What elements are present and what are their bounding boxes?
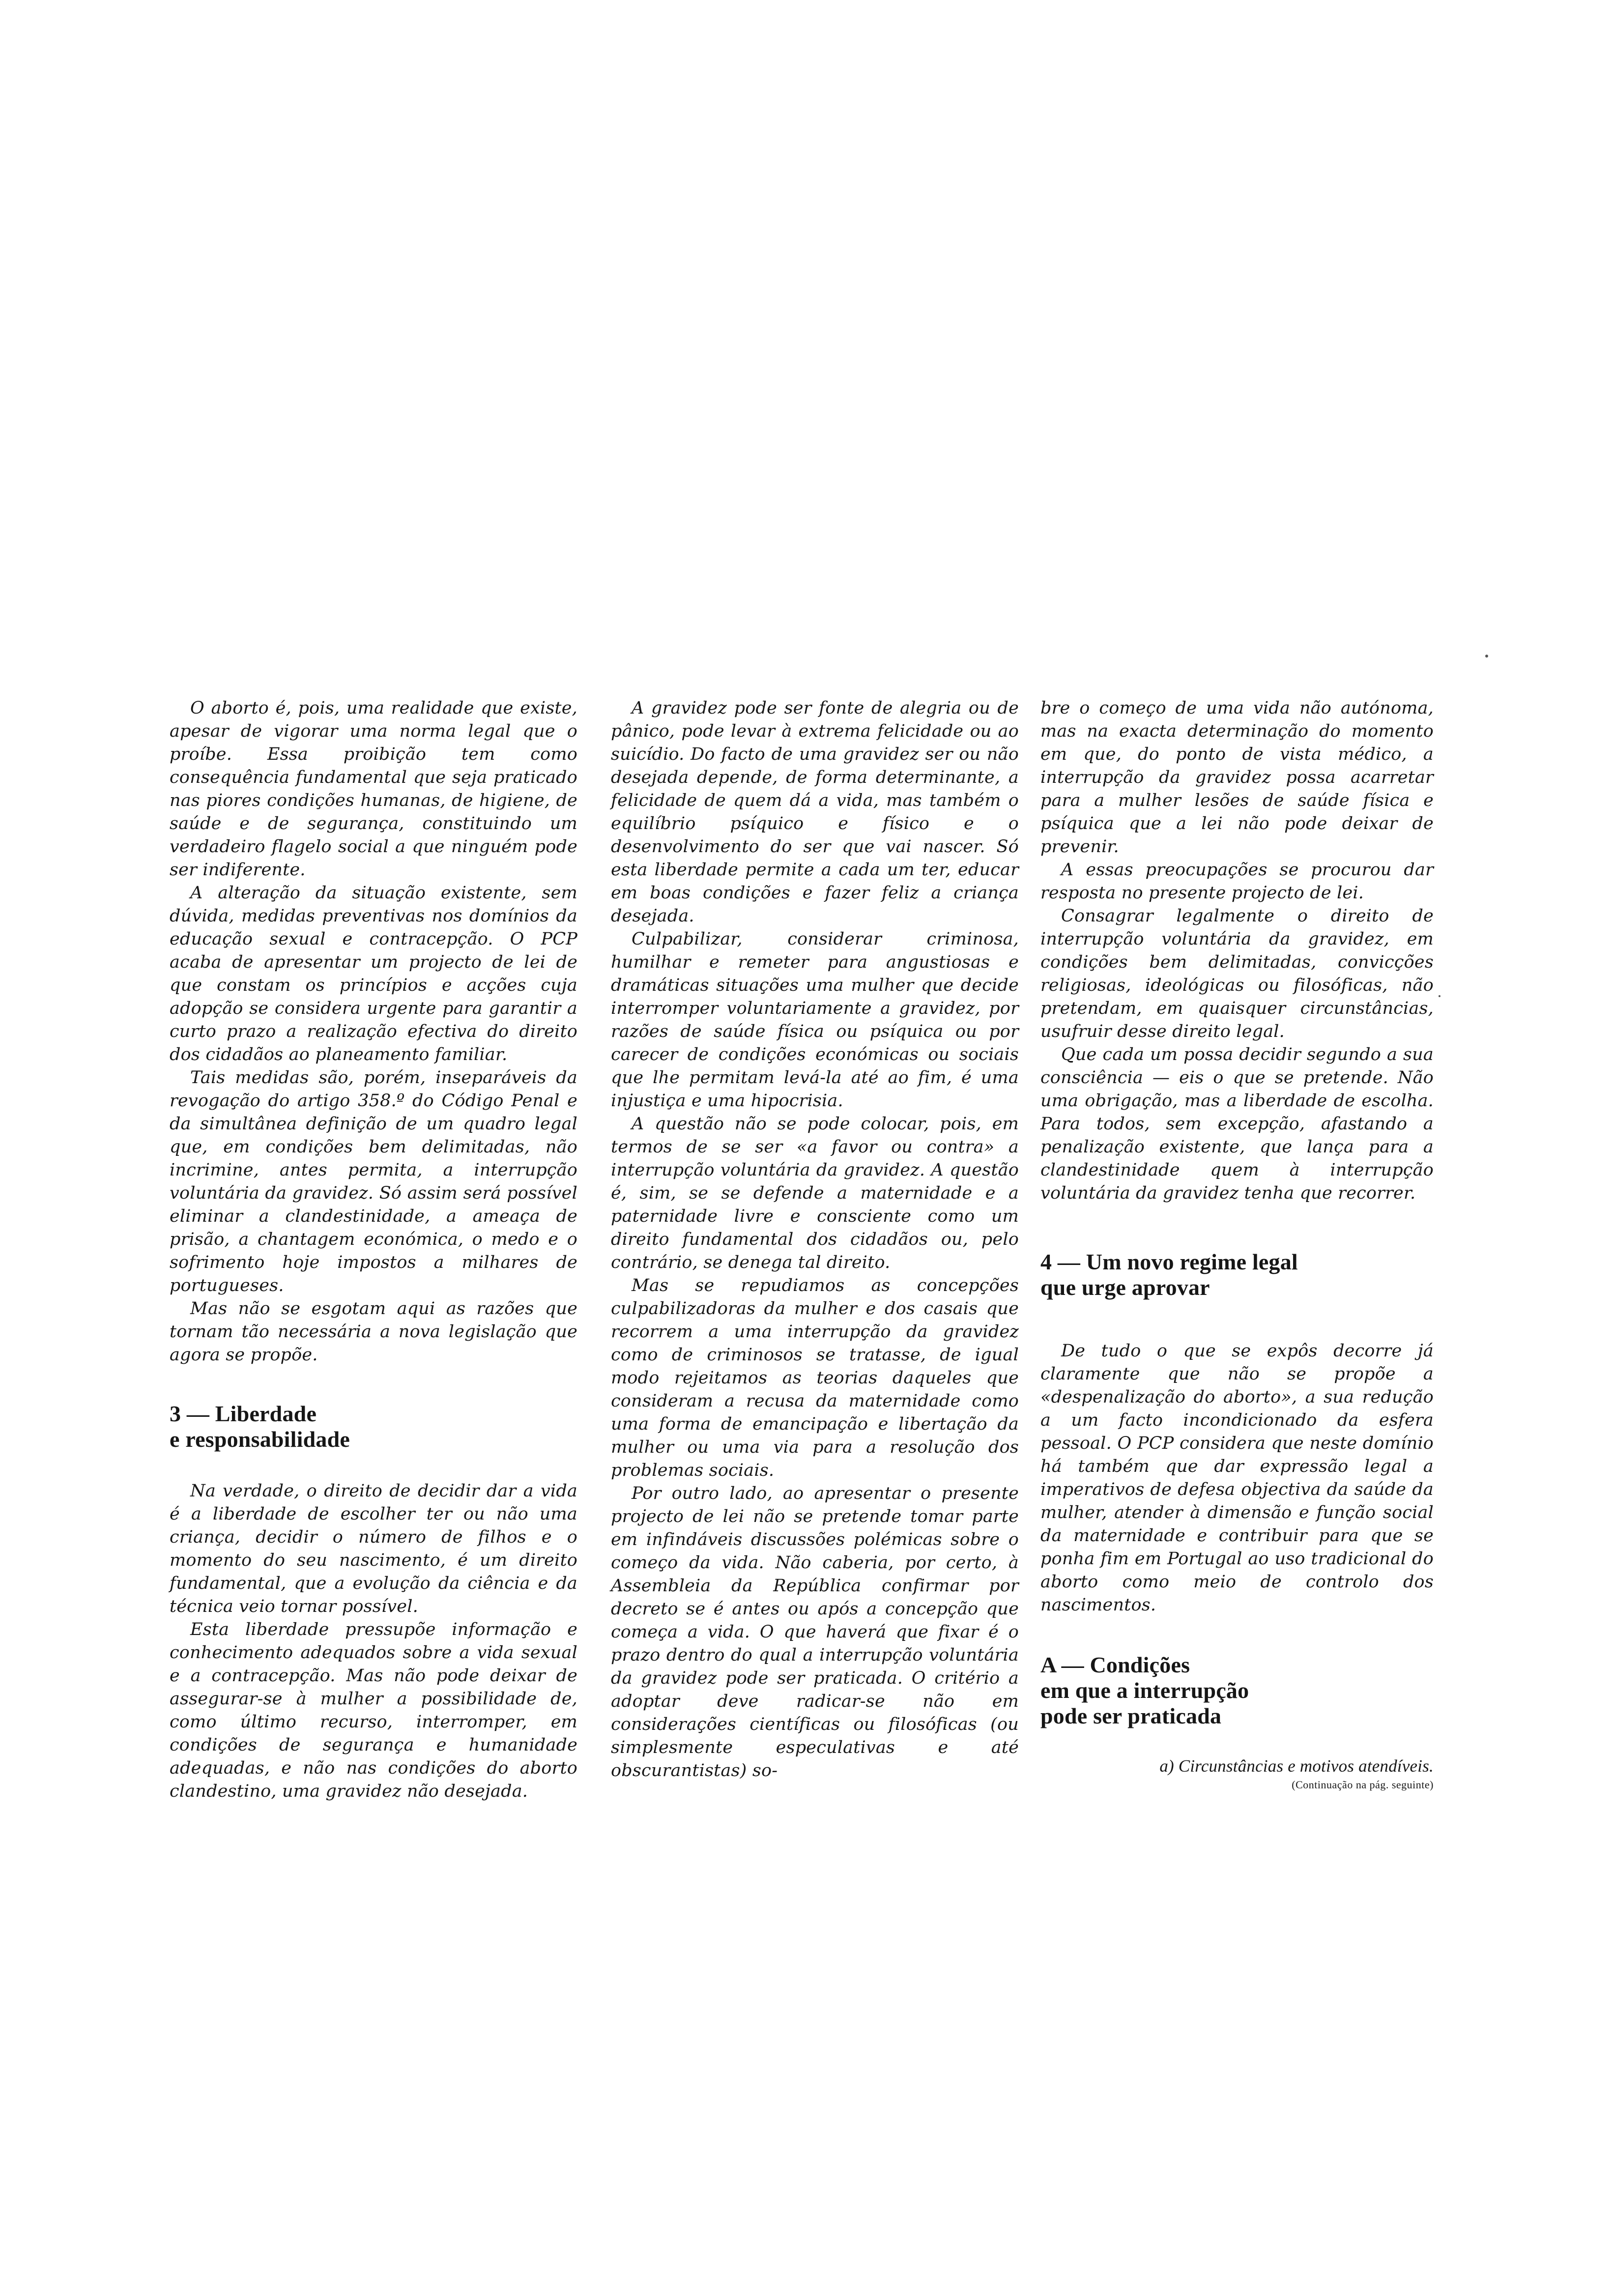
section-3-heading-line-2: e responsabilidade bbox=[170, 1427, 350, 1452]
subitem-a-label: a) bbox=[1159, 1756, 1174, 1776]
section-4-paragraph: De tudo o que se expôs decorre já claramente que não se propõe a «despenalização do aborto», a sua redução a um facto incondicionado da esfera pessoal. O PCP considera que neste domínio há também que dar expressão legal a imperativos de defesa objectiva da saúde da mulher, atender à dimensão e função social da maternidade e contribuir para que se ponha fim em Portugal ao uso tradicional do aborto como meio de controlo dos nascimentos. bbox=[1040, 1341, 1434, 1615]
subitem-a-text: Circunstâncias e motivos atendíveis. bbox=[1178, 1756, 1434, 1776]
col2-paragraph-5: Por outro lado, ao apresentar o presente projecto de lei não se pretende tomar parte em infindáveis discussões polémicas sobre o começo da vida. Não caberia, por certo, à Assembleia da República confirmar por decreto se é antes ou após a concepção que começa a vida. O que haverá que fixar é o prazo dentro do qual a interrupção voluntária da gravidez pode ser praticada. O critério a adoptar deve radicar-se não em considerações científicas ou filosóficas (ou simplesmente especulativas e até obscurantistas) so- bbox=[611, 1484, 1019, 1780]
col2-paragraph-1: A gravidez pode ser fonte de alegria ou de pânico, pode levar à extrema felicidade ou ao suicídio. Do facto de uma gravidez ser ou não desejada depende, de forma determinante, a felicidade de quem dá a vida, mas também o equilíbrio psíquico e físico e o desenvolvimento do ser que vai nascer. Só esta liberdade permite a cada um ter, educar em boas condições e fazer feliz a criança desejada. bbox=[611, 698, 1019, 926]
column-2 bbox=[611, 697, 1019, 1782]
section-3-heading-line-1: 3 — Liberdade bbox=[170, 1401, 317, 1426]
col1-paragraph-2: A alteração da situação existente, sem dúvida, medidas preventivas nos domínios da educação sexual e contracepção. O PCP acaba de apresentar um projecto de lei de que constam os princípios e acções cuja adopção se considera urgente para garantir a curto prazo a realização efectiva do direito dos cidadãos ao planeamento familiar. bbox=[170, 883, 577, 1064]
section-4-heading-line-2: que urge aprovar bbox=[1040, 1275, 1210, 1300]
col1-paragraph-1: O aborto é, pois, uma realidade que existe, apesar de vigorar uma norma legal que o proíbe. Essa proibição tem como consequência fundamental que seja praticado nas piores condições humanas, de higiene, de saúde e de segurança, constituindo um verdadeiro flagelo social a que ninguém pode ser indiferente. bbox=[170, 698, 577, 880]
scan-speck bbox=[1485, 655, 1488, 658]
subitem-a bbox=[1040, 1754, 1434, 1778]
column-3 bbox=[1040, 697, 1434, 1792]
col3-paragraph-3: Consagrar legalmente o direito de interrupção voluntária da gravidez, em condições bem delimitadas, convicções religiosas, ideológicas ou filosóficas, não pretendam, em quaisquer circunstâncias, usufruir desse direito legal. bbox=[1040, 906, 1434, 1041]
col2-paragraph-3: A questão não se pode colocar, pois, em termos de se ser «a favor ou contra» a interrupção voluntária da gravidez. A questão é, sim, se se defende a maternidade e a paternidade livre e consciente como um direito fundamental dos cidadãos ou, pelo contrário, se denega tal direito. bbox=[611, 1114, 1019, 1272]
col3-paragraph-2: A essas preocupações se procurou dar resposta no presente projecto de lei. bbox=[1040, 860, 1434, 903]
section-3-paragraph-2: Esta liberdade pressupõe informação e conhecimento adequados sobre a vida sexual e a contracepção. Mas não pode deixar de assegurar-se à mulher a possibilidade de, como último recurso, interromper, em condições de segurança e humanidade adequadas, e não nas condições do aborto clandestino, uma gravidez não desejada. bbox=[170, 1620, 577, 1801]
col2-paragraph-4: Mas se repudiamos as concepções culpabilizadoras da mulher e dos casais que recorrem a uma interrupção da gravidez como de criminosos se tratasse, de igual modo rejeitamos as teorias daqueles que consideram a recusa da maternidade como uma forma de emancipação e libertação da mulher ou uma via para a resolução dos problemas sociais. bbox=[611, 1276, 1019, 1480]
section-a-heading bbox=[1040, 1652, 1434, 1729]
col2-paragraph-2: Culpabilizar, considerar criminosa, humilhar e remeter para angustiosas e dramáticas situações uma mulher que decide interromper voluntariamente a gravidez, por razões de saúde física ou psíquica ou por carecer de condições económicas ou sociais que lhe permitam levá-la até ao fim, é uma injustiça e uma hipocrisia. bbox=[611, 929, 1019, 1111]
scan-speck bbox=[1439, 995, 1440, 997]
section-a-heading-line-2: em que a interrupção bbox=[1040, 1678, 1249, 1703]
section-3-heading bbox=[170, 1401, 577, 1452]
section-a-heading-line-1: A — Condições bbox=[1040, 1652, 1190, 1677]
section-a-heading-line-3: pode ser praticada bbox=[1040, 1703, 1222, 1728]
section-3-paragraph-1: Na verdade, o direito de decidir dar a vida é a liberdade de escolher ter ou não uma criança, decidir o número de filhos e o momento do seu nascimento, é um direito fundamental, que a evolução da ciência e da técnica veio tornar possível. bbox=[170, 1481, 577, 1616]
section-4-heading-line-1: 4 — Um novo regime legal bbox=[1040, 1249, 1298, 1274]
section-4-heading bbox=[1040, 1249, 1434, 1300]
col1-paragraph-4: Mas não se esgotam aqui as razões que tornam tão necessária a nova legislação que agora se propõe. bbox=[170, 1299, 577, 1365]
col3-paragraph-1: bre o começo de uma vida não autónoma, mas na exacta determinação do momento em que, do ponto de vista médico, a interrupção da gravidez possa acarretar para a mulher lesões de saúde física e psíquica que a lei não pode deixar de prevenir. bbox=[1040, 698, 1434, 857]
column-1 bbox=[170, 697, 577, 1803]
col3-paragraph-4: Que cada um possa decidir segundo a sua consciência — eis o que se pretende. Não uma obrigação, mas a liberdade de escolha. Para todos, sem excepção, afastando a penalização existente, que lança para a clandestinidade quem à interrupção voluntária da gravidez tenha que recorrer. bbox=[1040, 1045, 1434, 1203]
continuation-note: (Continuação na pág. seguinte) bbox=[1292, 1779, 1434, 1791]
col1-paragraph-3: Tais medidas são, porém, inseparáveis da revogação do artigo 358.º do Código Penal e da simultânea definição de um quadro legal que, em condições bem delimitadas, não incrimine, antes permita, a interrupção voluntária da gravidez. Só assim será possível eliminar a clandestinidade, a ameaça de prisão, a chantagem económica, o medo e o sofrimento hoje impostos a milhares de portugueses. bbox=[170, 1068, 577, 1295]
